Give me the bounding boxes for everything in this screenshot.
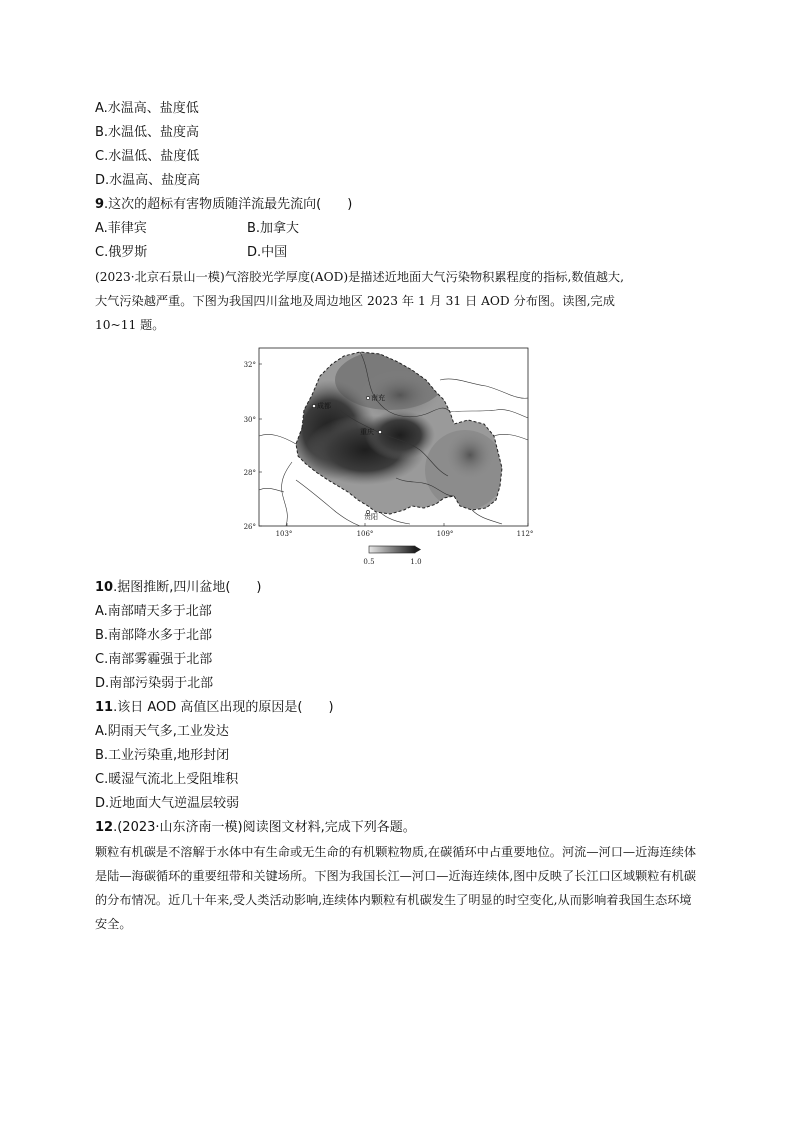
q9-option-d: D.中国 — [247, 245, 288, 260]
q11-stem — [95, 699, 334, 717]
city-marker-nanchong — [366, 396, 369, 399]
q9-option-b: B.加拿大 — [247, 221, 300, 236]
q12-stem — [95, 819, 416, 837]
lon-label-112: 112° — [516, 530, 534, 538]
lat-label-32: 32° — [243, 361, 256, 369]
q10-option-d: D.南部污染弱于北部 — [95, 676, 214, 691]
q11-option-d: D.近地面大气逆温层较弱 — [95, 796, 240, 811]
city-label-chengdu: 成都 — [317, 402, 331, 410]
q10-stem — [95, 579, 262, 597]
q10-text: .据图推断,四川盆地( ) — [113, 580, 262, 595]
legend-min-label: 0.5 — [363, 558, 375, 566]
q9-number: 9 — [95, 197, 105, 212]
q9-option-c: C.俄罗斯 — [95, 245, 148, 260]
lat-label-28: 28° — [243, 469, 256, 477]
city-label-nanchong: 南充 — [371, 394, 385, 402]
q8-option-b: B.水温低、盐度高 — [95, 125, 200, 140]
q8-option-c: C.水温低、盐度低 — [95, 149, 200, 164]
lon-label-106: 106° — [356, 530, 374, 538]
q10-number: 10 — [95, 580, 114, 595]
intro-line-1: (2023·北京石景山一模)气溶胶光学厚度(AOD)是描述近地面大气污染物积累程度的指标,数值越大, — [95, 270, 624, 284]
aod-legend — [363, 546, 421, 566]
legend-max-label: 1.0 — [410, 558, 422, 566]
q9-option-a: A.菲律宾 — [95, 221, 147, 236]
q11-option-a: A.阴雨天气多,工业发达 — [95, 724, 229, 739]
intro-line-3: 10~11 题。 — [95, 318, 165, 332]
q9-stem — [95, 196, 352, 214]
q9-text: .这次的超标有害物质随洋流最先流向( ) — [104, 197, 353, 212]
q11-option-b: B.工业污染重,地形封闭 — [95, 748, 230, 763]
lon-label-103: 103° — [275, 530, 293, 538]
aod-map-figure — [240, 340, 550, 575]
city-label-guiyang: 贵阳 — [364, 513, 378, 521]
q10-option-a: A.南部晴天多于北部 — [95, 604, 212, 619]
q12-text: .(2023·山东济南一模)阅读图文材料,完成下列各题。 — [113, 820, 416, 835]
q11-text: .该日 AOD 高值区出现的原因是( ) — [113, 700, 334, 715]
q8-option-d: D.水温高、盐度高 — [95, 173, 201, 188]
q12-number: 12 — [95, 820, 114, 835]
q12-paragraph: 颗粒有机碳是不溶解于水体中有生命或无生命的有机颗粒物质,在碳循环中占重要地位。河流—河口—近海连续体是陆—海碳循环的重要纽带和关键场所。下图为我国长江—河口—近海连续体,图中反映了长江口区域颗粒有机碳的分布情况。近几十年来,受人类活动影响,连续体内颗粒有机碳发生了明显的时空变化,从而影响着我国生态环境安全。 — [95, 845, 697, 931]
lat-label-26: 26° — [243, 523, 256, 531]
legend-arrow — [415, 546, 421, 553]
aod-map-svg — [240, 340, 550, 575]
q8-option-a: A.水温高、盐度低 — [95, 101, 199, 116]
lon-label-109: 109° — [436, 530, 454, 538]
city-label-chongqing: 重庆 — [360, 428, 374, 436]
lat-label-30: 30° — [243, 416, 256, 424]
q11-number: 11 — [95, 700, 114, 715]
legend-bar — [369, 546, 415, 553]
q11-option-c: C.暖湿气流北上受阻堆积 — [95, 772, 239, 787]
q10-option-c: C.南部雾霾强于北部 — [95, 652, 213, 667]
q10-option-b: B.南部降水多于北部 — [95, 628, 213, 643]
city-marker-chengdu — [312, 404, 315, 407]
city-marker-chongqing — [378, 430, 381, 433]
intro-line-2: 大气污染越严重。下图为我国四川盆地及周边地区 2023 年 1 月 31 日 AOD 分布图。读图,完成 — [95, 294, 615, 308]
